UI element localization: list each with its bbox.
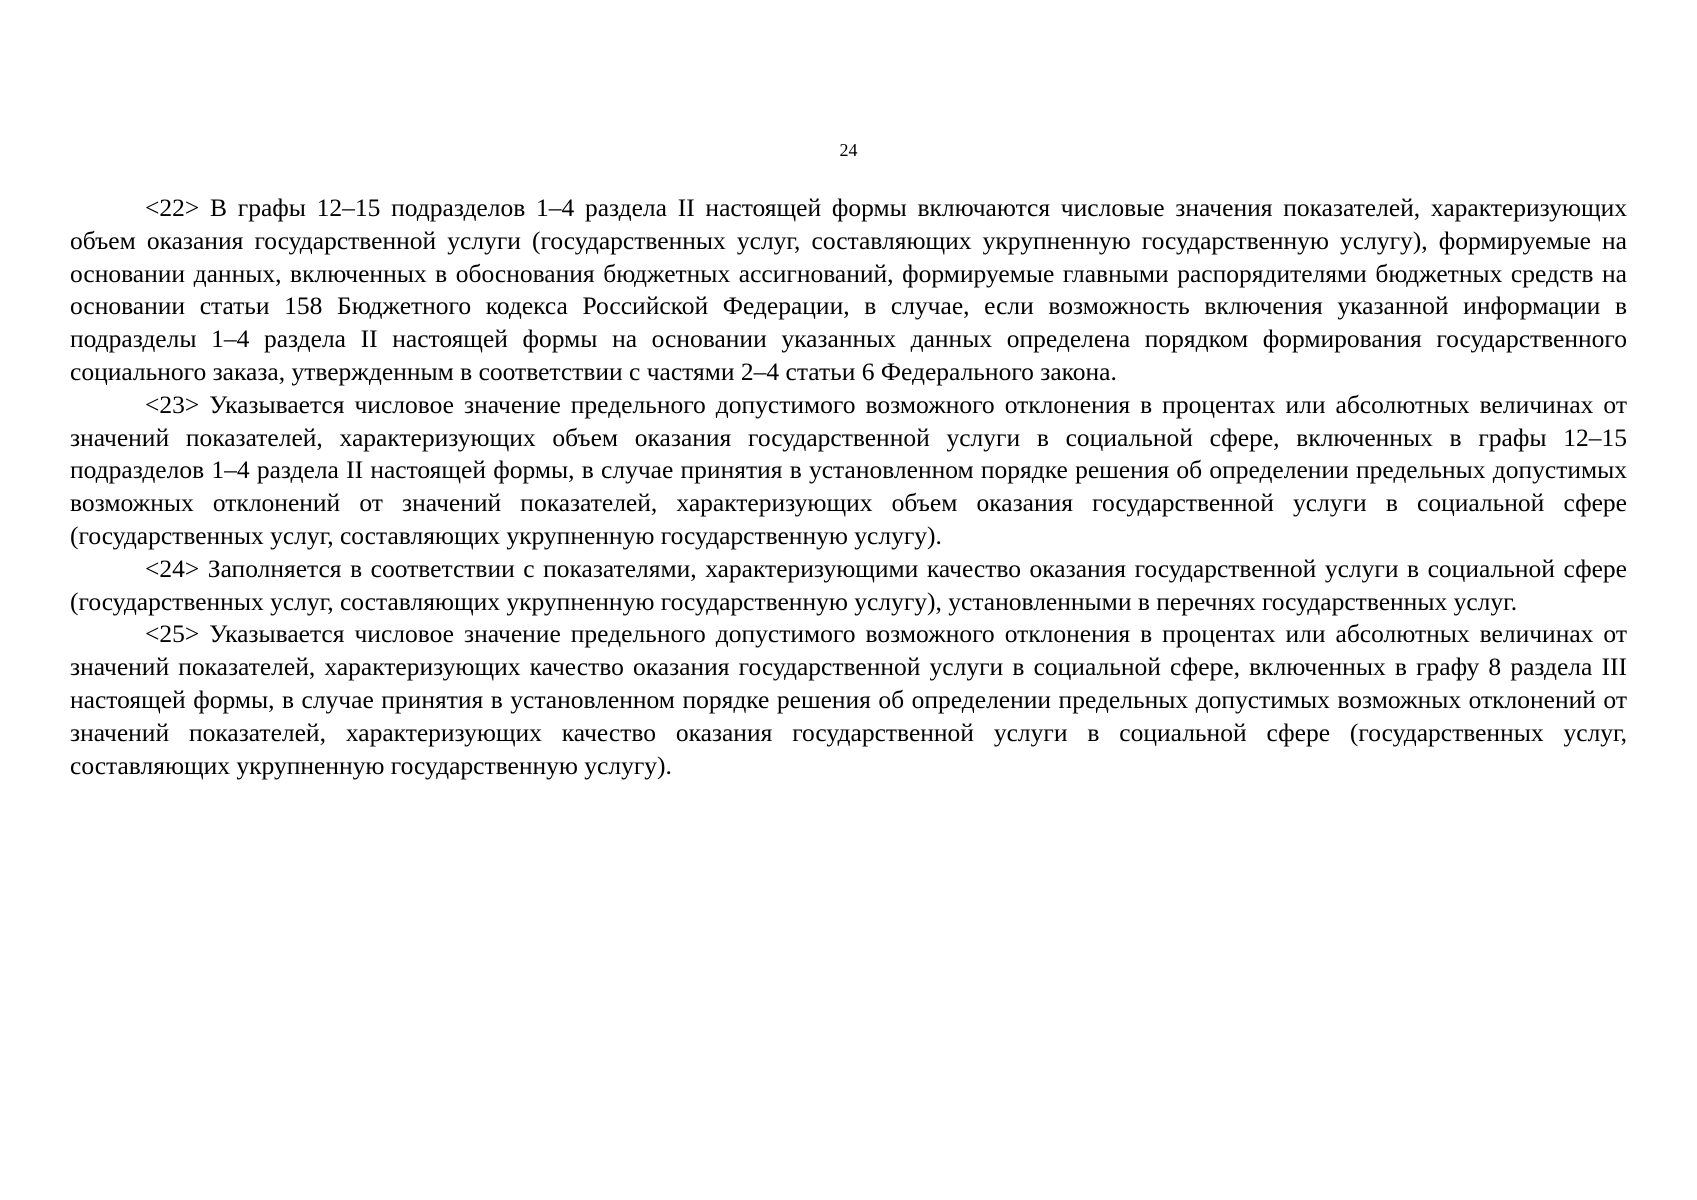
footnote-25: <25> Указывается числовое значение предельного допустимого возможного отклонения в процентах или абсолютных величинах от значений показателей, характеризующих качество оказания государственной услуги в социальной сфере, включенных в графу 8 раздела III настоящей формы, в случае принятия в установленном порядке решения об определении предельных допустимых возможных отклонений от значений показателей, характеризующих качество оказания государственной услуги в социальной сфере (государственных услуг, составляющих укрупненную государственную услугу).: [70, 619, 1627, 780]
page-number: 24: [839, 140, 858, 160]
footnotes-block: [70, 192, 1627, 782]
footnote-23: <23> Указывается числовое значение предельного допустимого возможного отклонения в процентах или абсолютных величинах от значений показателей, характеризующих объем оказания государственной услуги в социальной сфере, включенных в графы 12–15 подразделов 1–4 раздела II настоящей формы, в случае принятия в установленном порядке решения об определении предельных допустимых возможных отклонений от значений показателей, характеризующих объем оказания государственной услуги в социальной сфере (государственных услуг, составляющих укрупненную государственную услугу).: [70, 389, 1627, 550]
footnote-22: <22> В графы 12–15 подразделов 1–4 раздела II настоящей формы включаются числовые значения показателей, характеризующих объем оказания государственной услуги (государственных услуг, составляющих укрупненную государственную услугу), формируемые на основании данных, включенных в обоснования бюджетных ассигнований, формируемые главными распорядителями бюджетных средств на основании статьи 158 Бюджетного кодекса Российской Федерации, в случае, если возможность включения указанной информации в подразделы 1–4 раздела II настоящей формы на основании указанных данных определена порядком формирования государственного социального заказа, утвержденным в соответствии с частями 2–4 статьи 6 Федерального закона.: [70, 193, 1627, 386]
footnote-24: <24> Заполняется в соответствии с показателями, характеризующими качество оказания государственной услуги в социальной сфере (государственных услуг, составляющих укрупненную государственную услугу), установленными в перечнях государственных услуг.: [70, 553, 1627, 616]
